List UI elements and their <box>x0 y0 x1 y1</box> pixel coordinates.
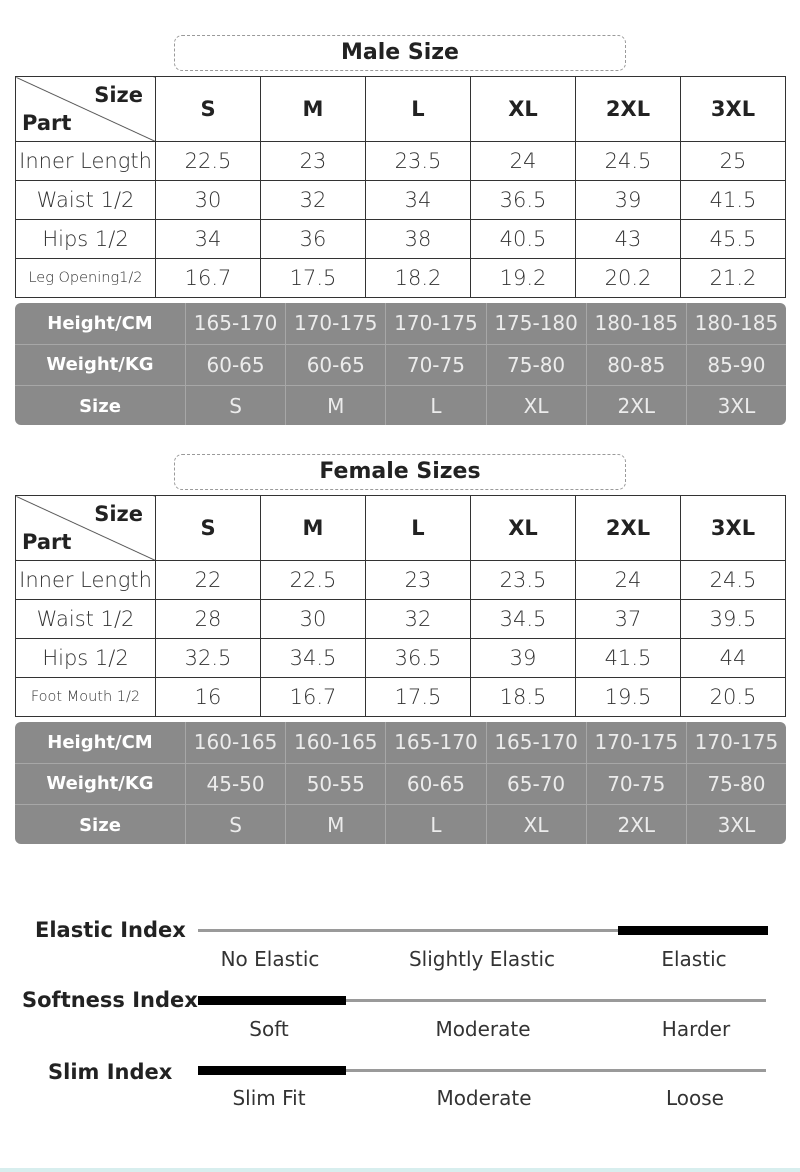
fit-cell: 85-90 <box>686 345 786 386</box>
table-cell: 39.5 <box>681 600 786 639</box>
fit-row-label: Height/CM <box>47 731 153 753</box>
table-row <box>16 561 786 600</box>
table-cell: 36.5 <box>366 639 471 678</box>
elastic-option: Elastic <box>661 947 727 971</box>
table-row <box>16 181 786 220</box>
fit-row-label: Size <box>79 395 121 417</box>
table-cell: 30 <box>156 181 261 220</box>
corner-size-label: Size <box>94 83 143 107</box>
part-label: Inner Length <box>16 142 156 181</box>
table-cell: 19.5 <box>576 678 681 717</box>
male-size-title: Male Size <box>174 35 626 71</box>
fit-cell: 80-85 <box>586 345 686 386</box>
table-cell: 16 <box>156 678 261 717</box>
part-label: Waist 1/2 <box>16 181 156 220</box>
table-cell: 36.5 <box>471 181 576 220</box>
female-header-row <box>16 496 786 561</box>
fit-cell: 65-70 <box>486 764 586 805</box>
corner-size-label: Size <box>94 502 143 526</box>
fit-cell: 3XL <box>686 386 786 425</box>
fit-cell: S <box>185 386 285 425</box>
fit-cell: XL <box>486 805 586 844</box>
table-cell: 34.5 <box>471 600 576 639</box>
slim-option: Slim Fit <box>232 1086 306 1110</box>
elastic-index-label: Elastic Index <box>35 918 186 942</box>
table-cell: 20.5 <box>681 678 786 717</box>
fit-cell: L <box>385 805 485 844</box>
male-fit-panel <box>15 303 786 425</box>
softness-index-indicator <box>198 996 346 1005</box>
male-corner-cell <box>16 77 156 142</box>
table-cell: 23 <box>366 561 471 600</box>
size-header: M <box>261 77 366 142</box>
fit-row <box>15 303 786 345</box>
table-cell: 24.5 <box>681 561 786 600</box>
table-cell: 23.5 <box>471 561 576 600</box>
size-header: XL <box>471 77 576 142</box>
table-cell: 22.5 <box>156 142 261 181</box>
table-cell: 32.5 <box>156 639 261 678</box>
female-corner-cell <box>16 496 156 561</box>
fit-cell: S <box>185 805 285 844</box>
fit-row-label: Height/CM <box>47 312 153 334</box>
female-fit-panel <box>15 722 786 844</box>
table-cell: 23.5 <box>366 142 471 181</box>
fit-cell: 50-55 <box>285 764 385 805</box>
size-header: L <box>366 77 471 142</box>
fit-cell: 3XL <box>686 805 786 844</box>
table-cell: 45.5 <box>681 220 786 259</box>
elastic-option: Slightly Elastic <box>408 947 556 971</box>
fit-cell: 170-175 <box>586 722 686 763</box>
table-cell: 39 <box>471 639 576 678</box>
fit-cell: 180-185 <box>586 303 686 344</box>
table-cell: 34 <box>156 220 261 259</box>
size-header: 3XL <box>681 496 786 561</box>
table-cell: 17.5 <box>366 678 471 717</box>
fit-cell: 75-80 <box>686 764 786 805</box>
table-cell: 37 <box>576 600 681 639</box>
table-cell: 22.5 <box>261 561 366 600</box>
fit-cell: 75-80 <box>486 345 586 386</box>
softness-option: Harder <box>661 1017 731 1041</box>
slim-option: Moderate <box>436 1086 532 1110</box>
bottom-divider <box>0 1168 800 1172</box>
fit-cell: M <box>285 386 385 425</box>
female-size-title: Female Sizes <box>174 454 626 490</box>
fit-cell: 170-175 <box>385 303 485 344</box>
table-cell: 17.5 <box>261 259 366 298</box>
table-cell: 24.5 <box>576 142 681 181</box>
male-header-row <box>16 77 786 142</box>
softness-index-label: Softness Index <box>22 988 198 1012</box>
table-cell: 40.5 <box>471 220 576 259</box>
table-cell: 16.7 <box>156 259 261 298</box>
fit-cell: 60-65 <box>185 345 285 386</box>
fit-cell: 165-170 <box>486 722 586 763</box>
elastic-index-indicator <box>618 926 768 935</box>
fit-cell: 70-75 <box>385 345 485 386</box>
fit-cell: 2XL <box>586 386 686 425</box>
fit-cell: 60-65 <box>385 764 485 805</box>
fit-cell: 175-180 <box>486 303 586 344</box>
table-row <box>16 600 786 639</box>
table-cell: 16.7 <box>261 678 366 717</box>
fit-cell: 165-170 <box>185 303 285 344</box>
table-cell: 22 <box>156 561 261 600</box>
slim-index-label: Slim Index <box>48 1060 173 1084</box>
fit-cell: 45-50 <box>185 764 285 805</box>
fit-row <box>15 805 786 844</box>
slim-index-indicator <box>198 1066 346 1075</box>
table-cell: 30 <box>261 600 366 639</box>
fit-cell: 60-65 <box>285 345 385 386</box>
size-header: 3XL <box>681 77 786 142</box>
part-label: Waist 1/2 <box>16 600 156 639</box>
size-header: S <box>156 77 261 142</box>
table-cell: 24 <box>576 561 681 600</box>
table-row <box>16 639 786 678</box>
table-cell: 41.5 <box>681 181 786 220</box>
table-cell: 32 <box>366 600 471 639</box>
size-header: S <box>156 496 261 561</box>
part-label: Hips 1/2 <box>16 639 156 678</box>
part-label: Foot Mouth 1/2 <box>16 678 156 717</box>
fit-cell: XL <box>486 386 586 425</box>
table-cell: 21.2 <box>681 259 786 298</box>
part-label: Leg Opening1/2 <box>16 259 156 298</box>
fit-row-label: Size <box>79 814 121 836</box>
fit-cell: 70-75 <box>586 764 686 805</box>
table-cell: 20.2 <box>576 259 681 298</box>
table-row <box>16 259 786 298</box>
fit-cell: 160-165 <box>185 722 285 763</box>
softness-option: Moderate <box>435 1017 531 1041</box>
table-cell: 44 <box>681 639 786 678</box>
part-label: Hips 1/2 <box>16 220 156 259</box>
table-cell: 34 <box>366 181 471 220</box>
table-cell: 28 <box>156 600 261 639</box>
table-cell: 18.2 <box>366 259 471 298</box>
fit-cell: 170-175 <box>285 303 385 344</box>
fit-row-label: Weight/KG <box>46 773 154 795</box>
female-size-table <box>15 495 786 717</box>
fit-row <box>15 764 786 806</box>
size-header: 2XL <box>576 77 681 142</box>
table-cell: 34.5 <box>261 639 366 678</box>
table-cell: 36 <box>261 220 366 259</box>
table-cell: 41.5 <box>576 639 681 678</box>
table-row <box>16 142 786 181</box>
table-cell: 39 <box>576 181 681 220</box>
male-size-table <box>15 76 786 298</box>
fit-cell: 160-165 <box>285 722 385 763</box>
table-cell: 19.2 <box>471 259 576 298</box>
table-cell: 32 <box>261 181 366 220</box>
table-row <box>16 678 786 717</box>
table-cell: 38 <box>366 220 471 259</box>
fit-row <box>15 345 786 387</box>
table-cell: 18.5 <box>471 678 576 717</box>
size-header: XL <box>471 496 576 561</box>
table-cell: 23 <box>261 142 366 181</box>
corner-part-label: Part <box>22 111 72 135</box>
elastic-option: No Elastic <box>220 947 320 971</box>
part-label: Inner Length <box>16 561 156 600</box>
fit-row-label: Weight/KG <box>46 354 154 376</box>
size-header: L <box>366 496 471 561</box>
fit-cell: 2XL <box>586 805 686 844</box>
fit-row <box>15 722 786 764</box>
fit-cell: M <box>285 805 385 844</box>
slim-option: Loose <box>666 1086 724 1110</box>
size-header: M <box>261 496 366 561</box>
corner-part-label: Part <box>22 530 72 554</box>
table-cell: 24 <box>471 142 576 181</box>
fit-cell: 170-175 <box>686 722 786 763</box>
table-cell: 25 <box>681 142 786 181</box>
fit-row <box>15 386 786 425</box>
table-row <box>16 220 786 259</box>
table-cell: 43 <box>576 220 681 259</box>
softness-option: Soft <box>249 1017 289 1041</box>
fit-cell: L <box>385 386 485 425</box>
size-header: 2XL <box>576 496 681 561</box>
fit-cell: 180-185 <box>686 303 786 344</box>
fit-cell: 165-170 <box>385 722 485 763</box>
